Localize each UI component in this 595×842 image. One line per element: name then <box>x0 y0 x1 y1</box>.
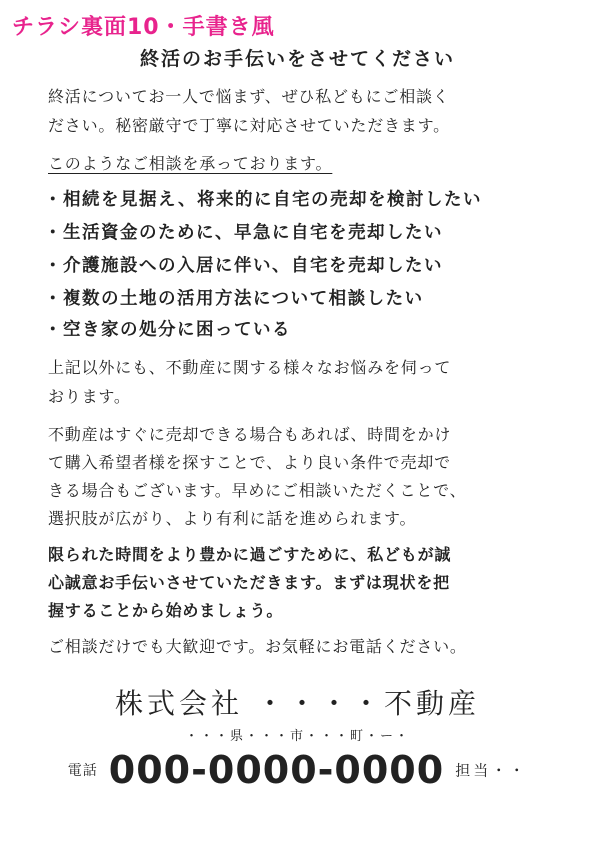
para2-line: 選択肢が広がり、より有利に話を進められます。 <box>48 509 417 528</box>
bullet-item: ・空き家の処分に困っている <box>44 320 291 340</box>
phone-label: 電話 <box>67 763 98 779</box>
bullet-item: ・相続を見据え、将来的に自宅の売却を検討したい <box>44 190 483 210</box>
company-name: 株式会社 ・・・・不動産 <box>115 687 480 720</box>
para3-line: 心誠意お手伝いさせていただきます。まずは現状を把 <box>48 573 450 592</box>
para1-line: 上記以外にも、不動産に関する様々なお悩みを伺って <box>48 358 452 377</box>
para2-line: 不動産はすぐに売却できる場合もあれば、時間をかけ <box>48 425 452 444</box>
lead-text: このようなご相談を承っております。 <box>48 154 333 173</box>
phone-row <box>0 748 595 792</box>
para1-line: おります。 <box>48 387 131 406</box>
intro-line: 終活についてお一人で悩まず、ぜひ私どもにご相談く <box>48 87 450 106</box>
bullet-item: ・介護施設への入居に伴い、自宅を売却したい <box>44 256 443 276</box>
phone-number[interactable]: 000-0000-0000 <box>108 748 445 792</box>
flyer-tag: チラシ裏面10・手書き風 <box>12 15 275 40</box>
para3-line: 限られた時間をより豊かに過ごすために、私どもが誠 <box>48 545 452 564</box>
bullet-item: ・複数の土地の活用方法について相談したい <box>44 289 424 309</box>
company-address: ・・・県・・・市・・・町・ー・ <box>184 729 410 744</box>
intro-line: ださい。秘密厳守で丁寧に対応させていただきます。 <box>48 116 450 135</box>
contact-person: 担当・・ <box>455 761 528 780</box>
page-heading: 終活のお手伝いをさせてください <box>139 48 455 70</box>
closing-text: ご相談だけでも大歓迎です。お気軽にお電話ください。 <box>48 637 467 656</box>
para2-line: きる場合もございます。早めにご相談いただくことで、 <box>48 481 467 500</box>
para2-line: て購入希望者様を探すことで、より良い条件で売却で <box>48 453 451 472</box>
para3-line: 握することから始めましょう。 <box>48 601 284 620</box>
bullet-item: ・生活資金のために、早急に自宅を売却したい <box>44 223 443 243</box>
